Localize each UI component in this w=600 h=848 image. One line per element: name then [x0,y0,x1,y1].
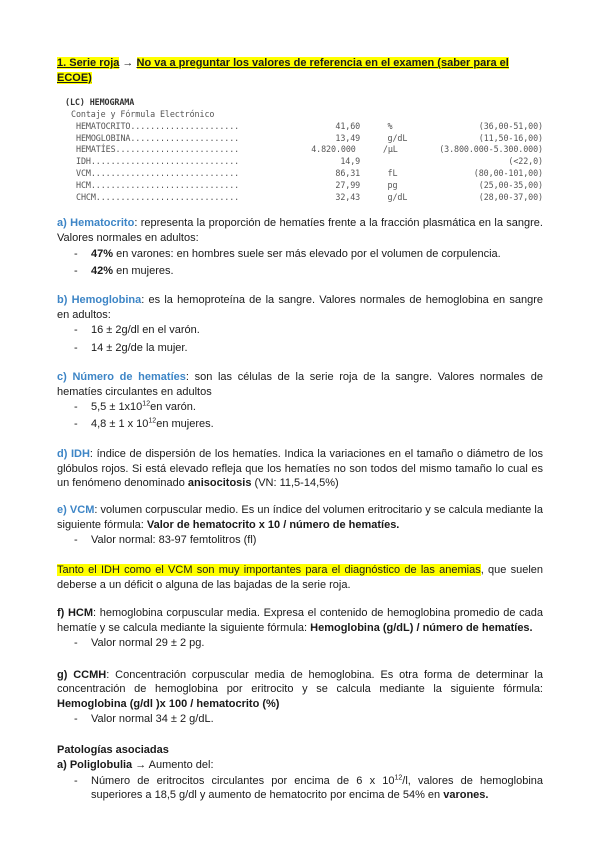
ccmh-formula: Hemoglobina (g/dl )x 100 / hematocrito (%) [57,697,280,710]
lab-spacer [356,144,369,156]
lab-value: 32,43 [335,191,361,202]
lab-reference: (11,50-16,00) [478,132,543,143]
lab-value: 86,31 [335,167,361,178]
lab-row [65,192,543,204]
lab-subheader: Contaje y Fórmula Electrónico [71,108,215,119]
lab-unit: fL [387,167,398,178]
ccmh-list [57,712,543,727]
section-title: 1. Serie roja [57,57,120,69]
lab-test-name: IDH.............................. [76,156,240,167]
paragraph-ccmh [57,668,543,712]
vcm-text: : volumen corpuscular medio. Es un índice del volumen eritrocitario y se calcula mediante la siguiente fórmula: [57,504,543,531]
lab-spacer [360,180,373,192]
term-hematies: c) Número de hematíes [57,371,186,384]
lab-reference: (<22,0) [508,156,543,167]
idh-text: : índice de dispersión de los hematíes. Indica la variaciones en el tamaño o diámetro de los glóbulos rojos. Si está elevado refleja que los hematíes no son todos del mismo tamaño lo cual es un fenómeno denominado [57,447,543,490]
lab-unit: g/dL [387,191,408,202]
paragraph-hematocrito [57,216,543,245]
paragraph-vcm [57,503,543,532]
lab-value: 13,49 [335,132,361,143]
list-item [57,264,543,279]
lab-test-name: HEMATÍES......................... [76,144,240,155]
lab-test-name: CHCM............................. [76,191,240,202]
value-bold: 47% [91,247,114,260]
lab-test-name: HEMATOCRITO...................... [76,120,240,131]
vcm-formula: Valor de hematocrito x 10 / número de hematíes. [146,518,400,531]
lab-row [65,168,543,180]
highlighted-note: Tanto el IDH como el VCM son muy importantes para el diagnóstico de las anemias [57,564,481,577]
poliglobulia-line [57,758,543,773]
lab-test-name: HCM.............................. [76,179,240,190]
lab-reference: (25,00-35,00) [478,179,543,190]
poliglobulia-text: → Aumento del: [132,758,214,771]
exponent: 12 [142,400,151,408]
lab-unit: g/dL [387,132,408,143]
lab-unit: pg [387,179,398,190]
value-text: en mujeres. [156,418,214,431]
lab-row [65,156,543,168]
hcm-text: : hemoglobina corpuscular media. Expresa el contenido de hemoglobina promedio de cada hematíe y se calcula mediante la siguiente fórmula: [57,607,543,634]
value-text: en varón. [150,401,196,414]
lab-unit [374,156,445,168]
ccmh-text: : Concentración corpuscular media de hemoglobina. Es otra forma de determinar la concentración de hemoglobina por eritrocito y se calcula mediante la siguiente fórmula: [57,668,543,696]
value-text: /l, valores de hemoglobina superiores a 18,5 g/dl y aumento de hematocrito por encima de 54% en [91,774,543,802]
value-text: 5,5 ± 1x10 [91,401,143,414]
value-text: 4,8 ± 1 x 10 [91,418,149,431]
exponent: 12 [394,773,403,781]
lab-test-name: VCM.............................. [76,167,240,178]
arrow: → [119,57,137,69]
value-text: en varones: en hombres suele ser más elevado por el volumen de corpulencia. [113,247,501,260]
paragraph-hemoglobina [57,293,543,322]
list-item [57,400,543,415]
term-hematocrito: a) Hematocrito [57,217,135,230]
term-vcm: e) VCM [57,504,95,517]
lab-reference: (28,00-37,00) [478,191,543,202]
patologias-title: Patologías asociadas [57,744,169,757]
lab-reference: (36,00-51,00) [478,120,543,131]
lab-unit: /µL [382,144,398,155]
lab-spacer [360,121,373,133]
term-varones: varones. [443,789,489,802]
lab-spacer [360,133,373,145]
term-anisocitosis: anisocitosis [187,477,252,490]
lab-unit: % [387,120,393,131]
lab-row [65,180,543,192]
list-item [57,774,543,803]
lab-rows [65,121,543,204]
list-item: - Valor normal 29 ± 2 pg. [57,636,543,651]
hematocrito-text: : representa la proporción de hematíes frente a la fracción plasmática en la sangre. Valores normales en adultos: [57,217,543,244]
section-heading [57,56,543,85]
hcm-formula: Hemoglobina (g/dL) / número de hematíes. [310,621,533,634]
vcm-list [57,533,543,548]
paragraph-hematies [57,370,543,399]
lab-value: 4.820.000 [311,144,356,155]
lab-spacer [360,192,373,204]
paragraph-highlight-note [57,563,543,592]
hematocrito-list [57,247,543,279]
lab-value: 41,60 [335,120,361,131]
value-text: en mujeres. [113,264,174,277]
term-ccmh: g) CCMH [57,668,107,681]
poliglobulia-list [57,774,543,803]
note-text: , que suelen deberse a un déficit o alguna de las bajadas de la serie roja. [57,564,543,591]
list-item [57,247,543,262]
lab-spacer [360,156,373,168]
paragraph-idh [57,447,543,491]
list-item: - Valor normal: 83-97 femtolitros (fl) [57,533,543,548]
lab-report-table [65,97,543,203]
lab-row [65,133,543,145]
term-poliglobulia: a) Poliglobulia [57,758,133,771]
lab-reference: (80,00-101,00) [473,167,543,178]
hematies-list [57,400,543,432]
term-idh: d) IDH [57,447,90,460]
hcm-list [57,636,543,651]
idh-range: (VN: 11,5-14,5%) [251,477,339,490]
term-hemoglobina: b) Hemoglobina [57,294,142,307]
list-item: - Valor normal 34 ± 2 g/dL. [57,712,543,727]
hemoglobina-text: : es la hemoproteína de la sangre. Valores normales de hemoglobina en sangre en adultos: [57,294,544,321]
list-item: - 14 ± 2g/de la mujer. [57,341,543,356]
hematies-text: : son las células de la serie roja de la sangre. Valores normales de hematíes circulantes en adultos [57,371,543,398]
lab-row [65,144,543,156]
term-hcm: f) HCM [57,607,94,620]
lab-reference: (3.800.000-5.300.000) [439,144,543,155]
list-item [57,417,543,432]
value-text: Número de eritrocitos circulantes por encima de 6 x 10 [91,774,395,787]
hemoglobina-list [57,323,543,355]
lab-header: (LC) HEMOGRAMA [65,97,135,108]
document-page [57,56,543,805]
value-bold: 42% [91,264,114,277]
lab-spacer [360,168,373,180]
exam-note: No va a preguntar los valores de referencia en el examen (saber para el ECOE) [57,57,509,84]
paragraph-hcm [57,606,543,635]
exponent: 12 [148,417,157,425]
lab-value: 27,99 [335,179,361,190]
lab-row [65,121,543,133]
lab-test-name: HEMOGLOBINA...................... [76,132,240,143]
list-item: - 16 ± 2g/dl en el varón. [57,323,543,338]
lab-value: 14,9 [340,156,361,167]
